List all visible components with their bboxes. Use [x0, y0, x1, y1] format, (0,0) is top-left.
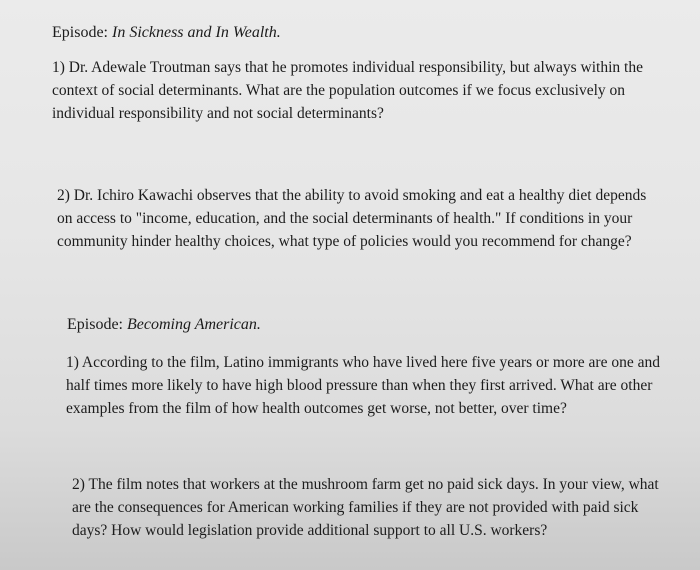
episode-2-heading: [67, 314, 261, 336]
question-2-line-2: on access to "income, education, and the social determinants of health." If conditions in your: [57, 210, 633, 227]
episode-1-title: In Sickness and In Wealth.: [112, 24, 281, 41]
question-3-line-3: examples from the film of how health outcomes get worse, not better, over time?: [66, 400, 567, 417]
episode-1-heading: [52, 22, 281, 44]
question-3-line-2: half times more likely to have high blood pressure than when they first arrived. What are other: [66, 377, 653, 394]
question-4-line-3: days? How would legislation provide additional support to all U.S. workers?: [72, 522, 548, 539]
question-1-line-2: context of social determinants. What are the population outcomes if we focus exclusively on: [52, 82, 626, 99]
question-4-line-1: 2) The film notes that workers at the mushroom farm get no paid sick days. In your view, what: [72, 476, 659, 493]
episode-2-title: Becoming American.: [127, 316, 261, 333]
question-1-line-3: individual responsibility and not social determinants?: [52, 105, 384, 122]
question-4-line-2: are the consequences for American working families if they are not provided with paid sick: [72, 499, 639, 516]
episode-2-prefix: Episode:: [67, 316, 127, 333]
question-3-line-1: 1) According to the film, Latino immigrants who have lived here five years or more are one and: [66, 354, 660, 371]
question-2-line-1: 2) Dr. Ichiro Kawachi observes that the ability to avoid smoking and eat a healthy diet depends: [57, 187, 647, 204]
question-1-line-1: 1) Dr. Adewale Troutman says that he promotes individual responsibility, but always within the: [52, 59, 643, 76]
episode-1-prefix: Episode:: [52, 24, 112, 41]
question-2-line-3: community hinder healthy choices, what type of policies would you recommend for change?: [57, 233, 632, 250]
